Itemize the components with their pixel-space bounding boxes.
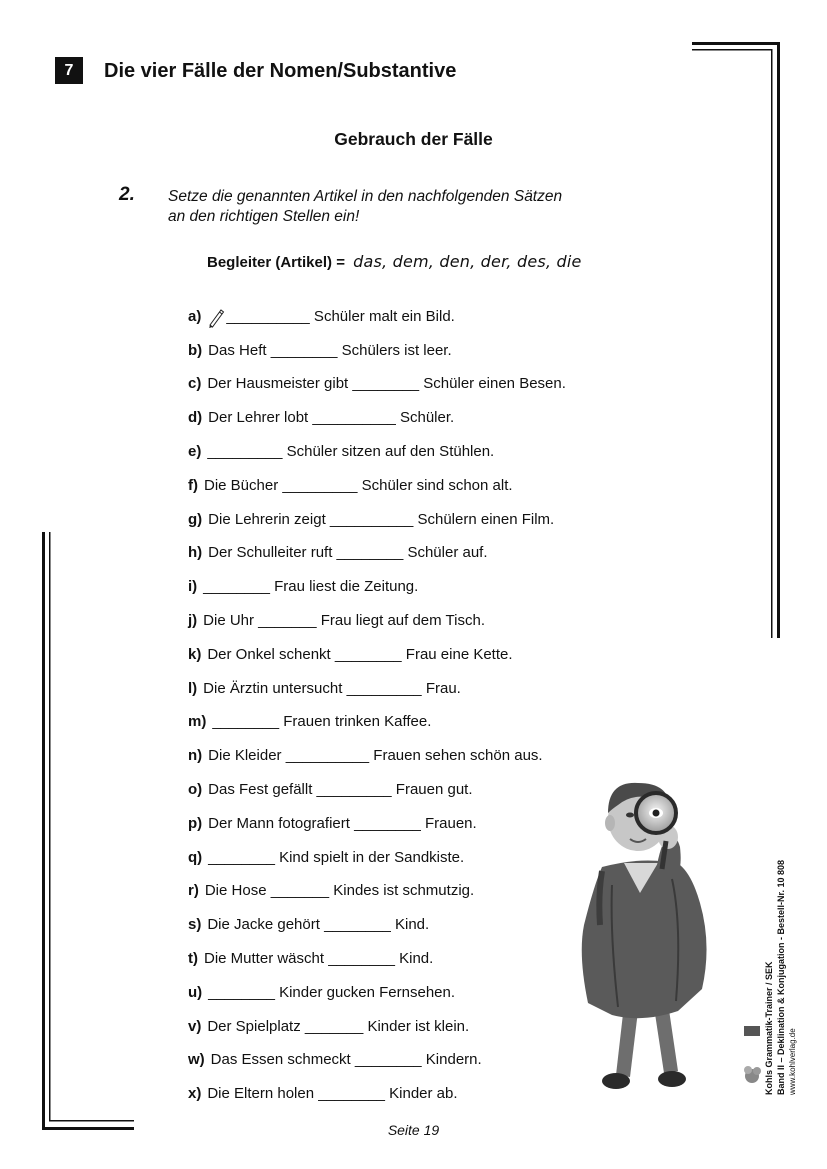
exercise-letter: t) <box>188 950 198 968</box>
task-number: 2. <box>119 184 135 205</box>
exercise-item <box>188 841 566 875</box>
exercise-letter: u) <box>188 983 203 1001</box>
exercise-text: ________ Frauen trinken Kaffee. <box>212 713 432 731</box>
exercise-text: Der Onkel schenkt ________ Frau eine Kette. <box>207 645 513 663</box>
publisher-info-line-2: Band II – Deklination & Konjugation - Bestell-Nr. 10 808 <box>775 859 786 1095</box>
exercise-text: Die Hose _______ Kindes ist schmutzig. <box>204 882 475 900</box>
exercise-letter: m) <box>188 713 207 731</box>
exercise-letter: f) <box>188 476 198 494</box>
exercise-text: Die Mutter wäscht ________ Kind. <box>204 950 434 968</box>
publisher-info-line-1: Kohls Grammatik-Trainer / SEK <box>764 961 774 1095</box>
exercise-letter: a) <box>188 307 202 325</box>
exercise-letter: h) <box>188 544 203 562</box>
exercise-text: Das Essen schmeckt ________ Kindern. <box>210 1051 482 1069</box>
exercise-item <box>188 368 566 402</box>
chapter-number-badge: 7 <box>55 57 83 84</box>
exercise-letter: e) <box>188 443 202 461</box>
exercise-item <box>188 1077 566 1111</box>
exercise-item <box>188 537 566 571</box>
exercise-text: Die Bücher _________ Schüler sind schon alt. <box>204 476 513 494</box>
exercise-item <box>188 773 566 807</box>
exercise-text: __________ Schüler malt ein Bild. <box>226 307 455 325</box>
exercise-item <box>188 807 566 841</box>
exercise-item <box>188 908 566 942</box>
exercise-letter: r) <box>188 882 199 900</box>
exercise-text: ________ Frau liest die Zeitung. <box>203 578 419 596</box>
exercise-text: Die Ärztin untersucht _________ Frau. <box>203 679 461 697</box>
instruction-line-2: an den richtigen Stellen ein! <box>168 208 360 225</box>
exercise-item <box>188 570 566 604</box>
exercise-item <box>188 604 566 638</box>
exercise-item <box>188 503 566 537</box>
exercise-letter: g) <box>188 510 203 528</box>
exercise-text: Der Spielplatz _______ Kinder ist klein. <box>207 1017 470 1035</box>
exercise-letter: n) <box>188 747 203 765</box>
exercise-text: Der Lehrer lobt __________ Schüler. <box>208 409 455 427</box>
articles-label: Begleiter (Artikel) = <box>207 254 345 271</box>
exercise-item <box>188 300 566 334</box>
exercise-letter: d) <box>188 409 203 427</box>
exercise-text: Die Uhr _______ Frau liegt auf dem Tisch. <box>203 612 485 630</box>
exercise-letter: v) <box>188 1017 202 1035</box>
exercise-text: Die Eltern holen ________ Kinder ab. <box>207 1085 458 1103</box>
exercise-letter: l) <box>188 679 198 697</box>
publisher-logo-icon <box>742 1024 764 1086</box>
exercise-item <box>188 976 566 1010</box>
exercise-text: Die Jacke gehört ________ Kind. <box>207 916 430 934</box>
exercise-list <box>188 300 566 1111</box>
exercise-letter: x) <box>188 1085 202 1103</box>
task-instruction <box>168 187 562 227</box>
exercise-item <box>188 672 566 706</box>
section-title: Gebrauch der Fälle <box>334 129 493 149</box>
exercise-text: _________ Schüler sitzen auf den Stühlen. <box>207 443 495 461</box>
page-number-footer: Seite 19 <box>387 1122 440 1138</box>
articles-list: das, dem, den, der, des, die <box>353 252 582 271</box>
exercise-item <box>188 401 566 435</box>
exercise-text: ________ Kinder gucken Fernsehen. <box>208 983 456 1001</box>
instruction-line-1: Setze die genannten Artikel in den nachfolgenden Sätzen <box>168 188 563 205</box>
exercise-text: Der Hausmeister gibt ________ Schüler einen Besen. <box>207 375 566 393</box>
exercise-text: Das Fest gefällt _________ Frauen gut. <box>208 781 473 799</box>
exercise-text: Die Kleider __________ Frauen sehen schön aus. <box>208 747 543 765</box>
exercise-letter: s) <box>188 916 202 934</box>
boy-with-magnifier-illustration <box>572 775 722 1097</box>
publisher-info-vertical <box>764 735 799 1095</box>
exercise-letter: w) <box>188 1051 205 1069</box>
exercise-text: Das Heft ________ Schülers ist leer. <box>208 341 452 359</box>
exercise-letter: i) <box>188 578 198 596</box>
exercise-letter: b) <box>188 341 203 359</box>
exercise-item <box>188 435 566 469</box>
publisher-url: www.kohlverlag.de <box>788 1028 797 1095</box>
exercise-text: Der Schulleiter ruft ________ Schüler auf. <box>208 544 488 562</box>
exercise-item <box>188 1010 566 1044</box>
exercise-item <box>188 1044 566 1078</box>
exercise-item <box>188 942 566 976</box>
articles-line <box>207 252 582 271</box>
exercise-letter: p) <box>188 814 203 832</box>
exercise-item <box>188 469 566 503</box>
page-title: Die vier Fälle der Nomen/Substantive <box>104 60 457 82</box>
exercise-text: Der Mann fotografiert ________ Frauen. <box>208 814 477 832</box>
pencil-icon <box>207 306 225 328</box>
exercise-text: ________ Kind spielt in der Sandkiste. <box>208 848 465 866</box>
exercise-letter: c) <box>188 375 202 393</box>
exercise-letter: j) <box>188 612 198 630</box>
exercise-item <box>188 334 566 368</box>
exercise-letter: q) <box>188 848 203 866</box>
exercise-item <box>188 638 566 672</box>
exercise-item <box>188 739 566 773</box>
decorative-frame-bottom-left <box>40 532 134 1130</box>
exercise-item <box>188 706 566 740</box>
exercise-letter: k) <box>188 645 202 663</box>
exercise-letter: o) <box>188 781 203 799</box>
exercise-text: Die Lehrerin zeigt __________ Schülern einen Film. <box>208 510 555 528</box>
exercise-item <box>188 875 566 909</box>
